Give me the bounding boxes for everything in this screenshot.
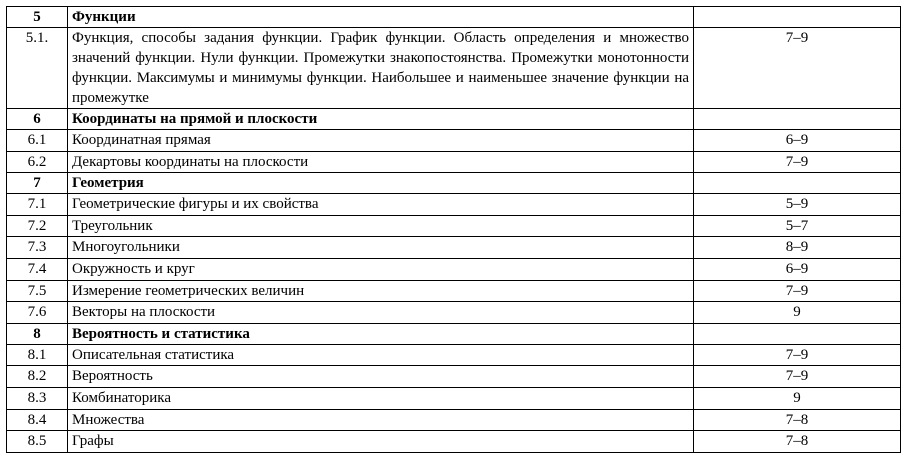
section-number: 6 (7, 109, 68, 130)
item-number: 6.1 (7, 130, 68, 152)
grade-range: 7–8 (694, 431, 901, 453)
item-title: Комбинаторика (68, 387, 694, 409)
grade-range: 5–9 (694, 194, 901, 216)
item-title: Геометрические фигуры и их свойства (68, 194, 694, 216)
table-row (7, 431, 901, 453)
item-title: Координатная прямая (68, 130, 694, 152)
item-number: 7.4 (7, 258, 68, 280)
table-row (7, 237, 901, 259)
section-row (7, 109, 901, 130)
item-number: 7.2 (7, 215, 68, 237)
section-row (7, 323, 901, 344)
table-row (7, 387, 901, 409)
item-title: Описательная статистика (68, 344, 694, 366)
grade-range: 7–8 (694, 409, 901, 431)
item-number: 8.3 (7, 387, 68, 409)
section-title: Координаты на прямой и плоскости (68, 109, 694, 130)
item-title: Множества (68, 409, 694, 431)
grade-range (694, 323, 901, 344)
item-number: 7.3 (7, 237, 68, 259)
grade-range: 7–9 (694, 366, 901, 388)
section-row (7, 7, 901, 28)
item-title: Векторы на плоскости (68, 302, 694, 324)
grade-range: 6–9 (694, 130, 901, 152)
grade-range (694, 109, 901, 130)
section-title: Функции (68, 7, 694, 28)
item-title: Треугольник (68, 215, 694, 237)
table-row (7, 215, 901, 237)
curriculum-table (6, 6, 901, 453)
table-row (7, 344, 901, 366)
section-number: 5 (7, 7, 68, 28)
item-number: 8.2 (7, 366, 68, 388)
table-row (7, 409, 901, 431)
grade-range: 7–9 (694, 28, 901, 109)
table-row (7, 28, 901, 109)
grade-range: 9 (694, 387, 901, 409)
item-number: 8.1 (7, 344, 68, 366)
section-title: Геометрия (68, 173, 694, 194)
item-title: Измерение геометрических величин (68, 280, 694, 302)
table-row (7, 151, 901, 173)
grade-range: 9 (694, 302, 901, 324)
grade-range (694, 7, 901, 28)
table-row (7, 302, 901, 324)
section-number: 7 (7, 173, 68, 194)
item-title: Декартовы координаты на плоскости (68, 151, 694, 173)
grade-range: 7–9 (694, 151, 901, 173)
item-title: Графы (68, 431, 694, 453)
item-number: 8.5 (7, 431, 68, 453)
item-number: 5.1. (7, 28, 68, 109)
grade-range (694, 173, 901, 194)
table-row (7, 280, 901, 302)
grade-range: 5–7 (694, 215, 901, 237)
curriculum-table-body (7, 7, 901, 453)
section-title: Вероятность и статистика (68, 323, 694, 344)
grade-range: 6–9 (694, 258, 901, 280)
item-title: Вероятность (68, 366, 694, 388)
grade-range: 7–9 (694, 344, 901, 366)
grade-range: 8–9 (694, 237, 901, 259)
item-title: Многоугольники (68, 237, 694, 259)
table-row (7, 130, 901, 152)
item-number: 8.4 (7, 409, 68, 431)
grade-range: 7–9 (694, 280, 901, 302)
item-number: 7.6 (7, 302, 68, 324)
item-number: 6.2 (7, 151, 68, 173)
table-row (7, 258, 901, 280)
table-row (7, 194, 901, 216)
item-number: 7.1 (7, 194, 68, 216)
section-row (7, 173, 901, 194)
item-number: 7.5 (7, 280, 68, 302)
item-title: Функция, способы задания функции. График функции. Область определения и множество значений функции. Нули функции. Промежутки знакопостоянства. Промежутки монотонности функции. Максимумы и минимумы функции. Наибольшее и наименьшее значение функции на промежутке (68, 28, 694, 109)
table-row (7, 366, 901, 388)
section-number: 8 (7, 323, 68, 344)
item-title: Окружность и круг (68, 258, 694, 280)
